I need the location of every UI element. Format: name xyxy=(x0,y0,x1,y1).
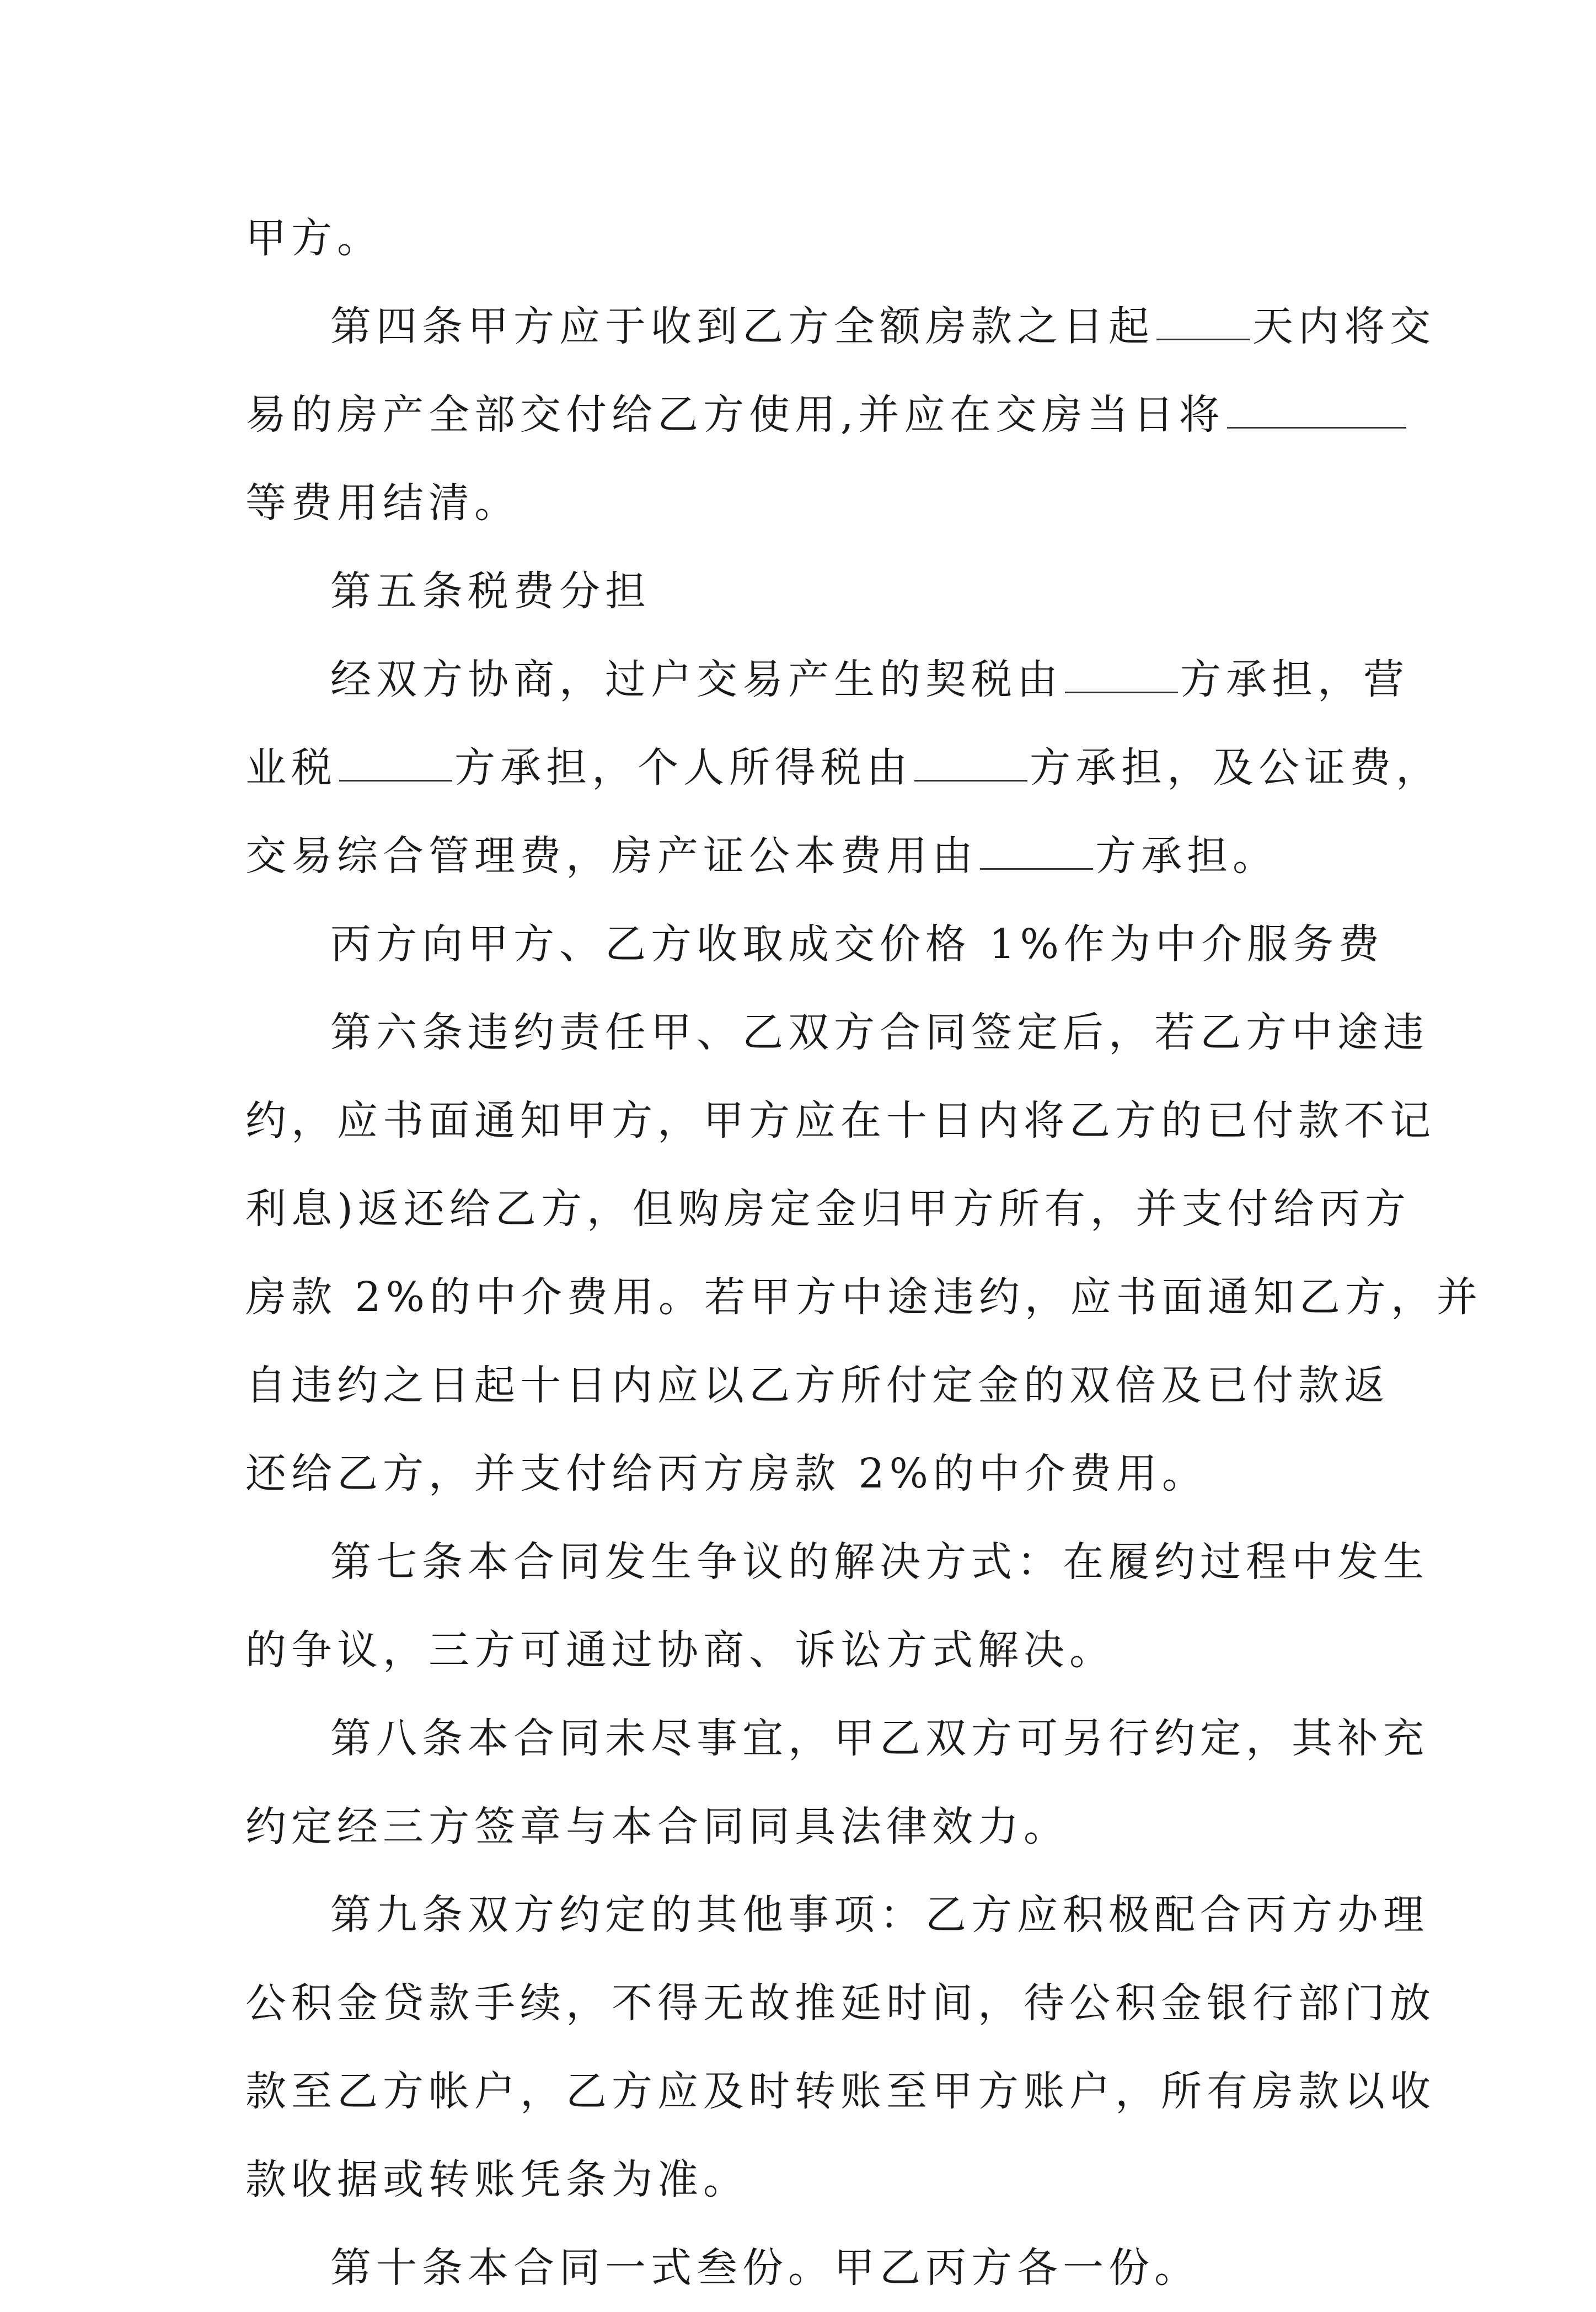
text-segment: 第七条本合同发生争议的解决方式：在履约过程中发生 xyxy=(330,1538,1429,1586)
fill-in-blank-deed-tax xyxy=(1065,681,1178,693)
text-line xyxy=(245,194,1354,282)
text-segment: 方承担，个人所得税由 xyxy=(454,744,912,791)
text-segment: 房款 2%的中介费用。若甲方中途违约，应书面通知乙方，并 xyxy=(245,1273,1482,1321)
text-segment: 第六条违约责任甲、乙双方合同签定后，若乙方中途违 xyxy=(330,1009,1429,1056)
fill-in-blank-days xyxy=(1156,328,1250,340)
article-7-line xyxy=(245,1518,1429,1606)
text-segment: 约，应书面通知甲方，甲方应在十日内将乙方的已付款不记 xyxy=(245,1097,1436,1144)
text-segment: 方承担，及公证费， xyxy=(1030,744,1442,791)
text-segment: 经双方协商，过户交易产生的契税由 xyxy=(330,656,1063,703)
text-segment: 甲方。 xyxy=(245,215,383,262)
text-segment: 交易综合管理费，房产证公本费用由 xyxy=(245,832,978,880)
text-segment: 第八条本合同未尽事宜，甲乙双方可另行约定，其补充 xyxy=(330,1715,1429,1762)
text-segment: 公积金贷款手续，不得无故推延时间，待公积金银行部门放 xyxy=(245,1979,1436,2027)
fill-in-blank-certificate-fee xyxy=(980,857,1093,870)
text-segment: 第四条甲方应于收到乙方全额房款之日起 xyxy=(330,303,1154,350)
text-line xyxy=(245,635,1409,724)
text-line xyxy=(245,1606,1354,1694)
text-segment: 自违约之日起十日内应以乙方所付定金的双倍及已付款返 xyxy=(245,1362,1390,1409)
text-segment: 还给乙方，并支付给丙方房款 2%的中介费用。 xyxy=(245,1450,1208,1497)
text-segment: 丙方向甲方、乙方收取成交价格 1%作为中介服务费 xyxy=(330,920,1384,968)
text-line xyxy=(245,724,1442,812)
text-line xyxy=(245,2136,1354,2224)
text-line xyxy=(245,1783,1354,1871)
text-segment: 业税 xyxy=(245,744,337,791)
text-line xyxy=(245,2047,1436,2136)
text-segment: 利息)返还给乙方，但购房定金归甲方所有，并支付给丙方 xyxy=(245,1185,1411,1233)
text-segment: 方承担，营 xyxy=(1180,656,1409,703)
text-line xyxy=(245,1077,1436,1165)
text-segment: 第五条税费分担 xyxy=(330,568,651,615)
article-10-line xyxy=(245,2224,1354,2312)
article-4-line xyxy=(245,282,1436,371)
text-segment: 易的房产全部交付给乙方使用,并应在交房当日将 xyxy=(245,391,1225,438)
text-segment: 第十条本合同一式叁份。甲乙丙方各一份。 xyxy=(330,2244,1200,2292)
fill-in-blank-fees xyxy=(1227,416,1406,429)
text-segment: 第九条双方约定的其他事项：乙方应积极配合丙方办理 xyxy=(330,1891,1429,1939)
text-segment: 约定经三方签章与本合同同具法律效力。 xyxy=(245,1803,1069,1850)
text-line xyxy=(245,1959,1436,2047)
article-6-line xyxy=(245,988,1429,1077)
article-8-line xyxy=(245,1694,1429,1783)
text-line xyxy=(245,900,1384,988)
fill-in-blank-income-tax xyxy=(914,769,1027,782)
text-segment: 款收据或转账凭条为准。 xyxy=(245,2156,749,2203)
text-line xyxy=(245,459,1354,547)
text-line xyxy=(245,1341,1390,1430)
text-segment: 方承担。 xyxy=(1095,832,1278,880)
text-line xyxy=(245,1165,1411,1253)
article-5-heading xyxy=(245,547,1354,635)
text-segment: 等费用结清。 xyxy=(245,479,520,527)
text-segment: 的争议，三方可通过协商、诉讼方式解决。 xyxy=(245,1626,1115,1674)
article-9-line xyxy=(245,1871,1429,1959)
text-line xyxy=(245,1253,1482,1341)
text-segment: 天内将交 xyxy=(1252,303,1436,350)
text-segment: 款至乙方帐户，乙方应及时转账至甲方账户，所有房款以收 xyxy=(245,2068,1436,2115)
fill-in-blank-business-tax xyxy=(339,769,452,782)
text-line xyxy=(245,371,1354,459)
text-line xyxy=(245,1430,1354,1518)
text-line xyxy=(245,812,1354,900)
contract-body xyxy=(245,194,1482,2312)
